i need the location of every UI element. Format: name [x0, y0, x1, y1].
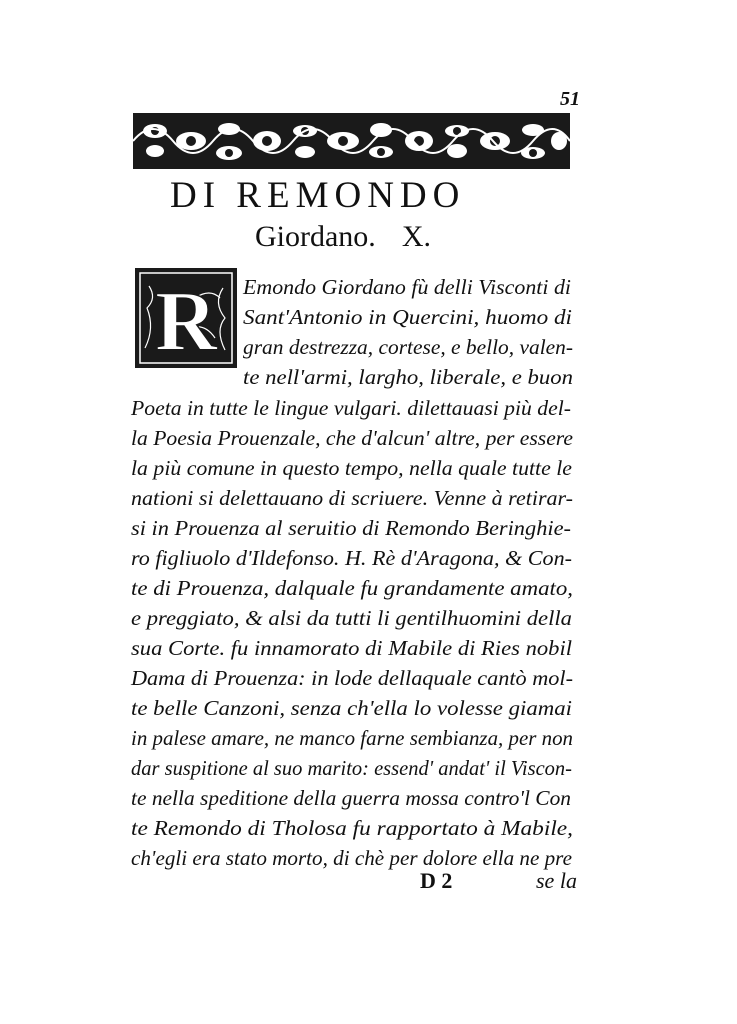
signature-mark: D 2 [420, 868, 453, 893]
text-line: nationi si delettauano di scriuere. Venne à retirar- [131, 486, 573, 510]
page-number: 51 [560, 88, 580, 110]
text-line: la Poesia Prouenzale, che d'alcun' altre, per essere [131, 426, 573, 450]
text-line: dar suspitione al suo marito: essend' andat' il Viscon- [131, 756, 572, 780]
text-line: te di Prouenza, dalquale fu grandamente amato, [131, 576, 573, 600]
text-line: sua Corte. fu innamorato di Mabile di Ries nobil [131, 636, 572, 660]
text-line: te belle Canzoni, senza ch'ella lo volesse giamai [131, 696, 572, 720]
catchword: se la [536, 868, 577, 893]
text-line: Sant'Antonio in Quercini, huomo di [243, 305, 572, 329]
text-line: te Remondo di Tholosa fu rapportato à Mabile, [131, 816, 573, 840]
text-line: la più comune in questo tempo, nella quale tutte le [131, 456, 572, 480]
text-line: in palese amare, ne manco farne sembianza, per non [131, 726, 573, 750]
text-line: Dama di Prouenza: in lode dellaquale cantò mol- [131, 666, 573, 690]
subheading-name: Giordano. [255, 220, 376, 253]
chapter-numeral: X. [401, 220, 431, 253]
text-line: Poeta in tutte le lingue vulgari. dilettauasi più del- [131, 396, 571, 420]
text-line: Emondo Giordano fù delli Visconti di [243, 275, 571, 299]
text-line: si in Prouenza al seruitio di Remondo Beringhie- [131, 516, 571, 540]
text-line: te nell'armi, largho, liberale, e buon [243, 365, 573, 389]
drop-cap-letter: R [154, 273, 218, 368]
text-line: ch'egli era stato morto, di chè per dolore ella ne pre [131, 846, 572, 870]
chapter-heading: DI REMONDO [170, 175, 466, 216]
text-line: gran destrezza, cortese, e bello, valen- [243, 335, 573, 359]
text-line: te nella speditione della guerra mossa contro'l Con [131, 786, 571, 810]
text-line: e preggiato, & alsi da tutti li gentilhuomini della [131, 606, 572, 630]
text-line: ro figliuolo d'Ildefonso. H. Rè d'Aragona, & Con- [131, 546, 572, 570]
